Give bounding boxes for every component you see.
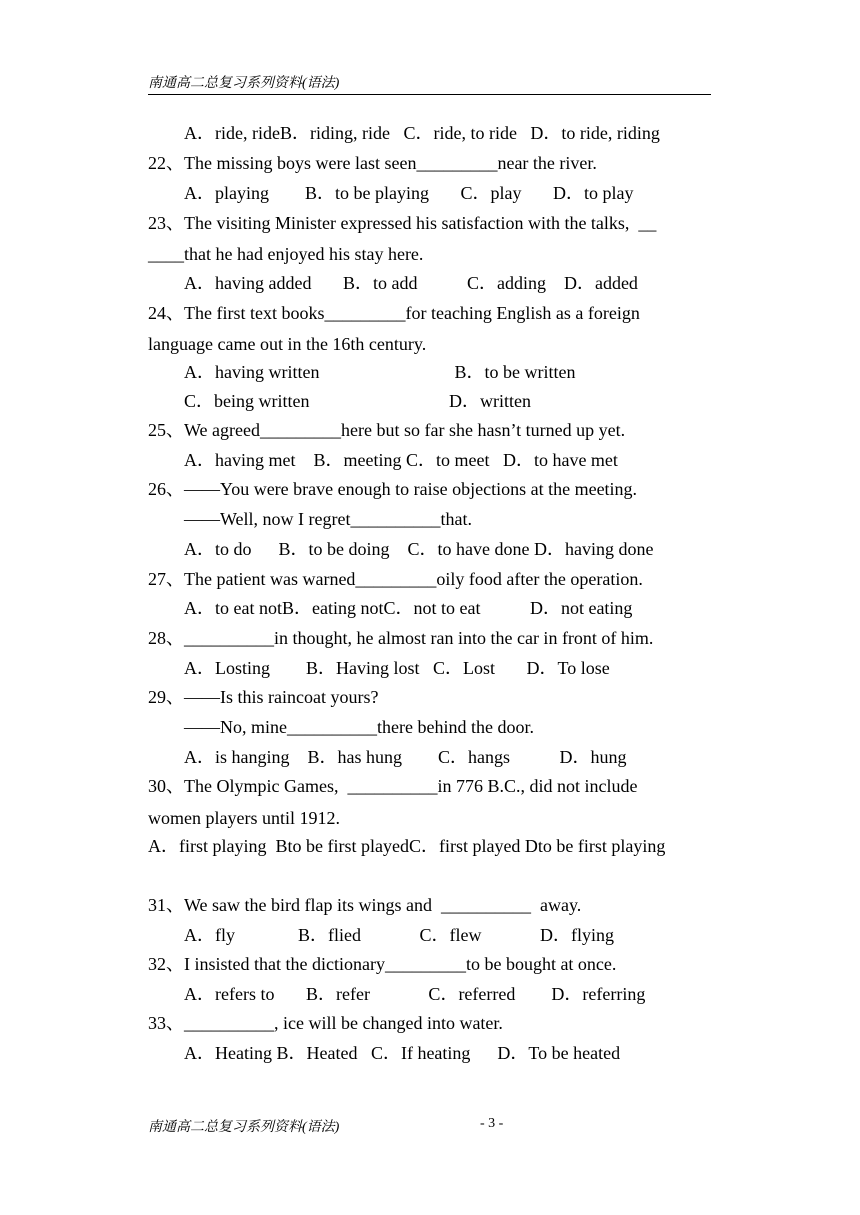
text-line: 31、We saw the bird flap its wings and __________ away.	[148, 895, 582, 915]
running-header: 南通高二总复习系列资料(语法)	[148, 76, 340, 91]
text-line: C．being written D．written	[184, 391, 531, 411]
text-line: A．ride, rideB．riding, ride C．ride, to ride D．to ride, riding	[184, 123, 660, 143]
text-line: 28、__________in thought, he almost ran into the car in front of him.	[148, 628, 654, 648]
text-line: A．having met B．meeting C．to meet D．to have met	[184, 450, 618, 470]
page-number: - 3 -	[480, 1116, 504, 1131]
text-line: A．to eat notB．eating notC．not to eat D．not eating	[184, 598, 633, 618]
text-line: A．first playing Bto be first playedC．first played Dto be first playing	[148, 836, 666, 856]
text-line: A．Losting B．Having lost C．Lost D．To lose	[184, 658, 610, 678]
text-line: 23、The visiting Minister expressed his satisfaction with the talks, __	[148, 213, 657, 233]
text-line: A．to do B．to be doing C．to have done D．having done	[184, 539, 654, 559]
text-line: A．playing B．to be playing C．play D．to play	[184, 183, 634, 203]
text-line: 27、The patient was warned_________oily food after the operation.	[148, 569, 643, 589]
text-line: A．fly B．flied C．flew D．flying	[184, 925, 614, 945]
text-line: A．Heating B．Heated C．If heating D．To be heated	[184, 1043, 621, 1063]
text-line: language came out in the 16th century.	[148, 334, 427, 354]
text-line: A．having written B．to be written	[184, 362, 576, 382]
text-line: ——No, mine__________there behind the door.	[184, 717, 534, 737]
text-line: A．refers to B．refer C．referred D．referring	[184, 984, 646, 1004]
text-line: women players until 1912.	[148, 808, 340, 828]
text-line: A．having added B．to add C．adding D．added	[184, 273, 638, 293]
text-line: 32、I insisted that the dictionary_________to be bought at once.	[148, 954, 617, 974]
text-line: 30、The Olympic Games, __________in 776 B.C., did not include	[148, 776, 638, 796]
text-line: A．is hanging B．has hung C．hangs D．hung	[184, 747, 627, 767]
text-line: 25、We agreed_________here but so far she hasn’t turned up yet.	[148, 420, 626, 440]
header-rule	[148, 94, 711, 95]
text-line: 22、The missing boys were last seen_________near the river.	[148, 153, 597, 173]
text-line: 33、__________, ice will be changed into water.	[148, 1013, 503, 1033]
text-line: 24、The first text books_________for teaching English as a foreign	[148, 303, 640, 323]
text-line: 29、——Is this raincoat yours?	[148, 687, 379, 707]
text-line: 26、——You were brave enough to raise objections at the meeting.	[148, 479, 638, 499]
text-line: ____that he had enjoyed his stay here.	[148, 244, 424, 264]
text-line: ——Well, now I regret__________that.	[184, 509, 472, 529]
footer-title: 南通高二总复习系列资料(语法)	[148, 1120, 340, 1135]
